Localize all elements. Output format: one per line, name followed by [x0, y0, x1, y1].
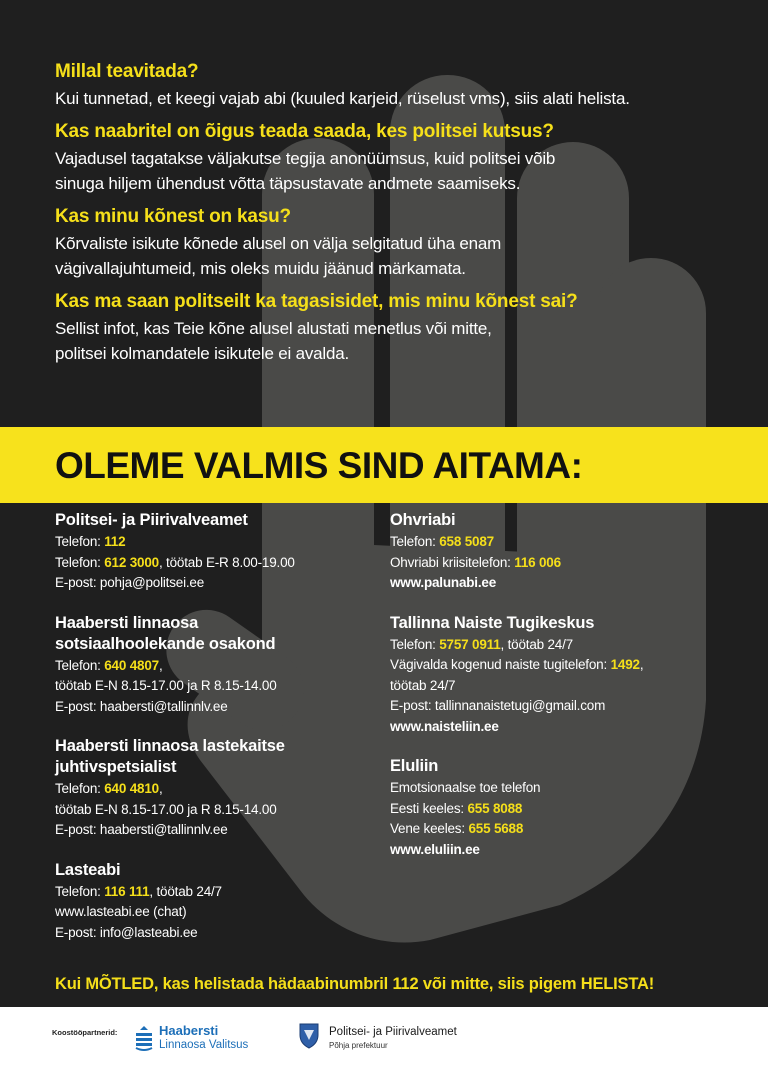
faq-answer-line: Kui tunnetad, et keegi vajab abi (kuuled karjeid, rüselust vms), siis alati helista. [55, 89, 630, 108]
contact-title [55, 613, 375, 655]
contact-title-line: juhtivspetsialist [55, 758, 177, 776]
contact-text: Telefon: [390, 534, 440, 549]
contact-title-line: Lasteabi [55, 860, 121, 879]
contact-text: , töötab 24/7 [500, 636, 573, 652]
contact-title-line: Politsei- ja Piirivalveamet [55, 511, 248, 529]
contact-text: Telefon: [55, 883, 105, 899]
contact-title-line: Ohvriabi [390, 511, 456, 529]
contact-line [390, 778, 720, 799]
faq-answer [55, 316, 745, 366]
contact-line [390, 655, 720, 676]
contact-block [55, 613, 375, 718]
contact-line [55, 697, 375, 718]
contact-link[interactable]: E-post: haabersti@tallinnlv.ee [55, 822, 228, 837]
contact-link[interactable]: www.eluliin.ee [390, 841, 480, 857]
faq-answer [55, 86, 745, 111]
contact-text: Telefon: [390, 636, 440, 652]
contact-line [55, 656, 375, 677]
contact-text: Telefon: [55, 534, 105, 549]
contact-title [390, 510, 720, 531]
haabersti-sub: Linnaosa Valitsus [159, 1039, 249, 1051]
faq-answer-line: Sellist infot, kas Teie kõne alusel alustati menetlus või mitte, [55, 319, 492, 338]
contact-text: Eesti keeles: [390, 800, 468, 816]
contact-title [390, 613, 720, 634]
contact-text: , [158, 781, 163, 796]
contact-link[interactable]: E-post: pohja@politsei.ee [55, 575, 205, 590]
contact-text: , töötab E-R 8.00-19.00 [158, 554, 295, 570]
contact-text: töötab E-N 8.15-17.00 ja R 8.15-14.00 [55, 801, 277, 817]
faq-answer-line: Kõrvaliste isikute kõnede alusel on välja selgitatud üha enam [55, 234, 502, 253]
contact-link[interactable]: E-post: haabersti@tallinnlv.ee [55, 698, 228, 714]
contacts-right-column [390, 510, 720, 879]
phone-number[interactable]: 5757 0911 [439, 636, 501, 652]
phone-number[interactable]: 612 3000 [104, 554, 159, 570]
faq-question: Kas minu kõnest on kasu? [55, 206, 291, 227]
phone-number[interactable]: 112 [104, 534, 126, 549]
faq-answer-line: sinuga hiljem ühendust võtta täpsustavate andmete saamiseks. [55, 174, 521, 193]
contact-text: Telefon: [55, 781, 105, 796]
phone-number[interactable]: 640 4807 [104, 657, 159, 673]
phone-number[interactable]: 655 8088 [467, 800, 523, 816]
contact-line [55, 553, 375, 574]
contact-text: töötab 24/7 [390, 677, 456, 693]
contact-line [55, 820, 375, 841]
contact-title-line: Tallinna Naiste Tugikeskus [390, 613, 595, 632]
contact-text: , töötab 24/7 [149, 883, 222, 899]
phone-number[interactable]: 658 5087 [439, 534, 494, 549]
contact-text: Ohvriabi kriisitelefon: [390, 554, 515, 570]
contact-title-line: Haabersti linnaosa lastekaitse [55, 737, 285, 755]
contact-line [390, 635, 720, 656]
contact-line [390, 553, 720, 574]
faq-question: Kas naabritel on õigus teada saada, kes politsei kutsus? [55, 121, 554, 142]
contact-link[interactable]: www.naisteliin.ee [390, 718, 499, 734]
faq-question: Millal teavitada? [55, 61, 199, 82]
contact-link[interactable]: www.lasteabi.ee (chat) [55, 904, 187, 919]
phone-number[interactable]: 655 5688 [468, 821, 524, 836]
help-heading: OLEME VALMIS SIND AITAMA: [55, 445, 583, 486]
contact-text: , [639, 657, 644, 672]
contact-title [55, 510, 375, 531]
contact-link[interactable]: www.palunabi.ee [390, 575, 497, 590]
contact-line [55, 676, 375, 697]
partners-label: Koostööpartnerid: [52, 1028, 118, 1037]
haabersti-logo [134, 1023, 254, 1057]
contact-line [55, 573, 375, 594]
police-shield-icon [298, 1021, 320, 1049]
partners-footer [0, 1007, 768, 1072]
phone-number[interactable]: 116 111 [104, 883, 150, 899]
contact-title [55, 736, 375, 778]
contact-line [55, 532, 375, 553]
contact-line [390, 532, 720, 553]
contact-line [390, 676, 720, 697]
faq-answer-line: Vajadusel tagatakse väljakutse tegija anonüümsus, kuid politsei võib [55, 149, 556, 168]
contact-text: , [158, 657, 163, 673]
contact-text: Emotsionaalse toe telefon [390, 780, 541, 795]
phone-number[interactable]: 1492 [610, 657, 640, 672]
police-sub: Põhja prefektuur [329, 1041, 388, 1050]
contact-line [55, 923, 375, 944]
haabersti-name: Haabersti [159, 1023, 219, 1038]
contact-line [390, 696, 720, 717]
contact-line [390, 819, 720, 840]
faq-answer [55, 146, 745, 196]
haabersti-crest-icon [134, 1024, 154, 1052]
contact-text: Vägivalda kogenud naiste tugitelefon: [390, 657, 611, 672]
police-name: Politsei- ja Piirivalveamet [329, 1026, 457, 1038]
contact-text: Telefon: [55, 554, 105, 570]
contact-title [55, 860, 375, 881]
slogan: Kui MÕTLED, kas helistada hädaabinumbril 112 või mitte, siis pigem HELISTA! [55, 975, 654, 993]
contact-block [55, 736, 375, 841]
contact-line [390, 840, 720, 861]
contact-block [390, 613, 720, 738]
contact-block [55, 510, 375, 594]
contact-title-line: sotsiaalhoolekande osakond [55, 634, 276, 653]
contact-title-line: Eluliin [390, 757, 439, 775]
contact-title [390, 756, 720, 777]
contact-block [390, 510, 720, 594]
faq-answer-line: politsei kolmandatele isikutele ei avalda. [55, 344, 349, 363]
contact-block [390, 756, 720, 860]
contact-line [55, 882, 375, 903]
faq-section [55, 60, 745, 375]
contact-line [55, 779, 375, 800]
contact-line [55, 902, 375, 923]
contact-line [390, 717, 720, 738]
contact-line [390, 799, 720, 820]
police-logo [298, 1021, 498, 1057]
contact-link[interactable]: E-post: info@lasteabi.ee [55, 924, 198, 940]
contact-title-line: Haabersti linnaosa [55, 613, 199, 632]
phone-number[interactable]: 116 006 [514, 554, 561, 570]
contact-link[interactable]: E-post: tallinnanaistetugi@gmail.com [390, 698, 606, 713]
phone-number[interactable]: 640 4810 [104, 781, 159, 796]
contact-block [55, 860, 375, 944]
contacts-left-column [55, 510, 375, 962]
faq-question: Kas ma saan politseilt ka tagasisidet, mis minu kõnest sai? [55, 291, 578, 312]
faq-answer-line: vägivallajuhtumeid, mis oleks muidu jäänud märkamata. [55, 259, 466, 278]
contact-text: töötab E-N 8.15-17.00 ja R 8.15-14.00 [55, 678, 277, 693]
contact-text: Vene keeles: [390, 821, 469, 836]
contact-line [55, 800, 375, 821]
faq-answer [55, 231, 745, 281]
contact-text: Telefon: [55, 657, 105, 673]
contact-line [390, 573, 720, 594]
